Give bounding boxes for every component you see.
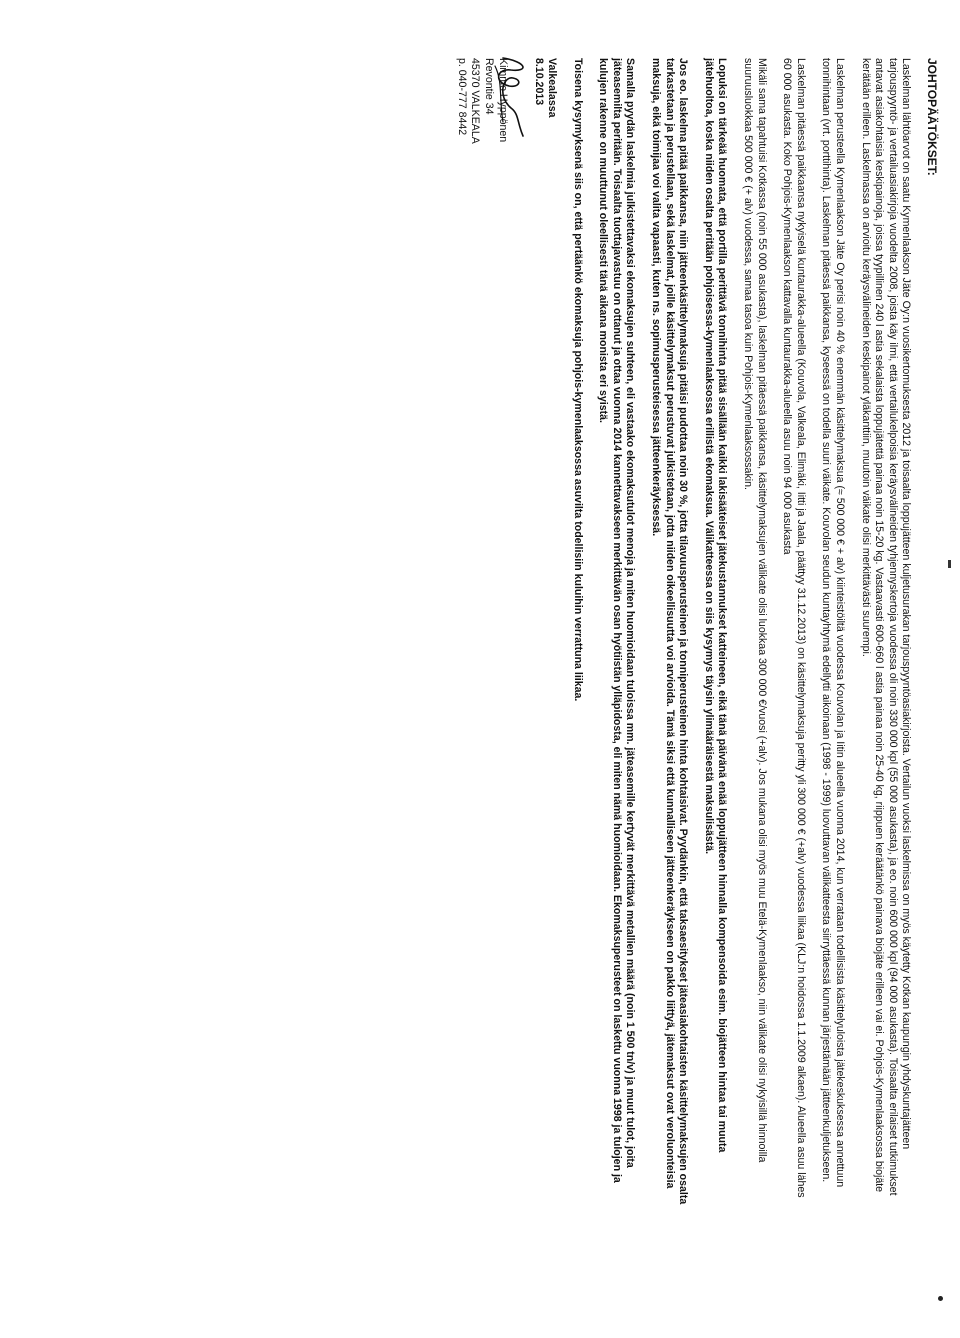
document-title: JOHTOPÄÄTÖKSET: xyxy=(925,58,939,176)
scan-speck xyxy=(938,1296,943,1301)
signer-phone: p. 040-777 8442 xyxy=(455,58,468,136)
paragraph-1: Laskelman lähtöarvot on saatu Kymenlaakson Jäte Oy:n vuosikertomuksesta 2012 ja toisaalta loppujätteen kuljetusurakan tarjouspyyntöasiakirjoista. Vertailun vuoksi laskelmissa on myös käytetty Kotkan kaupungin yhdyskuntajätteen tarjouspyyntö- ja vertailuasiakirjoja vuodelta 2008, joista käy ilmi, että vertailukelpoisia keräysvälineiden tyhjennyskertoja vuodessa oli noin 330 000 kpl (55 000 asukasta), ja eo. noin 600 000 kpl (94 000 asukasta). Toisaalta erilaiset tutkimukset antavat asiakohtaisia keskipainoja, joissa tyypillinen 240 l astia sekalaista loppujätettä painaa noin 15-20 kg. Vastaavasti 600-660 l astia painaa noin 25-40 kg, riippuen keräätänkö painava biojäte erilleen vai ei. Pohjois-Kymenlaaksossa biojäte kerätään erilleen. Laskelmassa on arvioitu keräysvälineiden keskipainot yläkanttiin, muutoin väikate olisi merkittävästi suurempi. xyxy=(859,58,913,1196)
scan-mark xyxy=(948,560,951,568)
signature-block xyxy=(454,58,558,1208)
paragraph-4: Mikäli sama tapahtuisi Kotkassa (noin 55 000 asukasta), laskelman pitäessä paikkansa, käsittelymaksujen välikate olisi luokkaa 300 000 €/vuosi (+alv). Jos mukana olisi myös muu Etelä-Kymenlaakso, niin välikate olisi nykyisillä hinnoilla suuruusluokkaa 500 000 € (+ alv) vuodessa, samaa tasoa kuin Pohjois-Kymenlaaksossakin. xyxy=(742,58,768,1163)
paragraph-5: Lopuksi on tärkeää huomata, että portilla perittävä tonnihinta pitää sisällään kaikki lakisääteiset jätekustannukset katteineen, eikä tänä päivänä enää loppujätteen hinnalla kompensoida esim. biojätteen hintaa tai muuta jätehuoltoa, koska niiden osalta peritään pohjoisessa-kymenlaaksossa erillistä ekomaksua. Välikatteessa on siis kysymys täysin ylimääräisestä maksulisästä. xyxy=(702,58,729,1153)
signature-date: 8.10.2013 xyxy=(532,58,545,106)
paragraph-7: Samalla pyydän laskelmia julkistettavaksi ekomaksujen suhteen, eli vastaako ekomaksutulot menoja ja miten huomioidaan tuloissa mm. jäteasemille kertyvät merkittävä metallien määrä (noin 1 500 tn/v) ja muut tulot, joita jäteasemilta peritään. Toisaalta tuottajavastuu on ottanut ja ottaa vuonna 2014 kannettavakseen merkittävän osan hyötiistän ylläpidosta, eli miten nämä huomioidaan. Ekomaksuperusteet on laskettu vuonna 1998 ja tulojen ja kulujen rakenne on muuttunut oleellisesti tänä aikana monista eri syistä. xyxy=(597,58,637,1183)
signature-area xyxy=(495,58,529,218)
paragraph-2: Laskelman perusteella Kymenlaakson Jäte Oy perisi noin 40 % enemmän käsittelymaksua (≈ 500 000 € + alv) kiinteistöiltä vuodessa Kouvolan ja Iitin alueella vuonna 2014, kun verrataan todellisista käsittelyuloista jätekeskuksessa annettuun tonnihintaan (vrt. porttihinta). Laskelman pitäessä paikkansa, kyseessä on todella suuri väikate. Kouvolan seudun kuntayhtymä edellytti aikoinaan (1998 - 1999) luovuttavan välikatteesta siirryttäessä kunnan järjestämään jätteenkuljetukseen. xyxy=(820,58,847,1188)
document-content xyxy=(454,58,938,1208)
paragraph-3: Laskelman pitäessä paikkaansa nykyiselä kuntaurakka-alueella (Kouvola, Valkeala, Elimäki, Iitti ja Jaala, päättyy 31.12.2013) on käsittelymaksuja peritty yli 300 000 € (+alv) vuodessa liikaa (KLJ:n hoidossa 1.1.2009 alkaen). Alueella asuu lähes 60 000 asukasta. Koko Pohjois-Kymenlaakson kattavalla kuntaurakka-alueella asuu noin 94 000 asukasta xyxy=(781,58,807,1198)
paragraph-8: Toisena kysymyksenä siis on, että pertäänkö ekomaksuja pohjois-kymenlaaksossa asuvilta todellisiin kuluihin verrattuna liikaa. xyxy=(571,58,584,702)
signer-name: Kimmo Hyppönen xyxy=(496,58,509,143)
signer-street: Revontie 34 xyxy=(482,58,495,115)
signature-place: Valkealassa xyxy=(546,58,559,118)
paragraph-6: Jos eo. laskelma pitää paikkansa, niin jätteenkäsittelymaksuja pitäisi pudottaa noin 30 %, jotta tilavuusperusteinen ja tonniperusteinen hinta kohtaisivat. Pyydänkin, että taksaesitykset jäteasiakohtaisten käsittelymaksujen osalta tarkastetaan ja perustellaan, sekä laskelmat, joille käsittelymaksut perustuvat julkistetaan, jotta niiden oikeellisuutta voi arvioida. Tämä siksi että kunnalliseen jätteenkeräykseen on pakko liittyä, jätemaksut ovat veroluonteisia maksuja, eikä toimijaa voi valita vapaasti, kuten ns. sopimusperusteisessa jätteenkeräyksessä. xyxy=(650,58,690,1205)
signer-postal-address: 45370 VALKEALA xyxy=(469,58,482,144)
